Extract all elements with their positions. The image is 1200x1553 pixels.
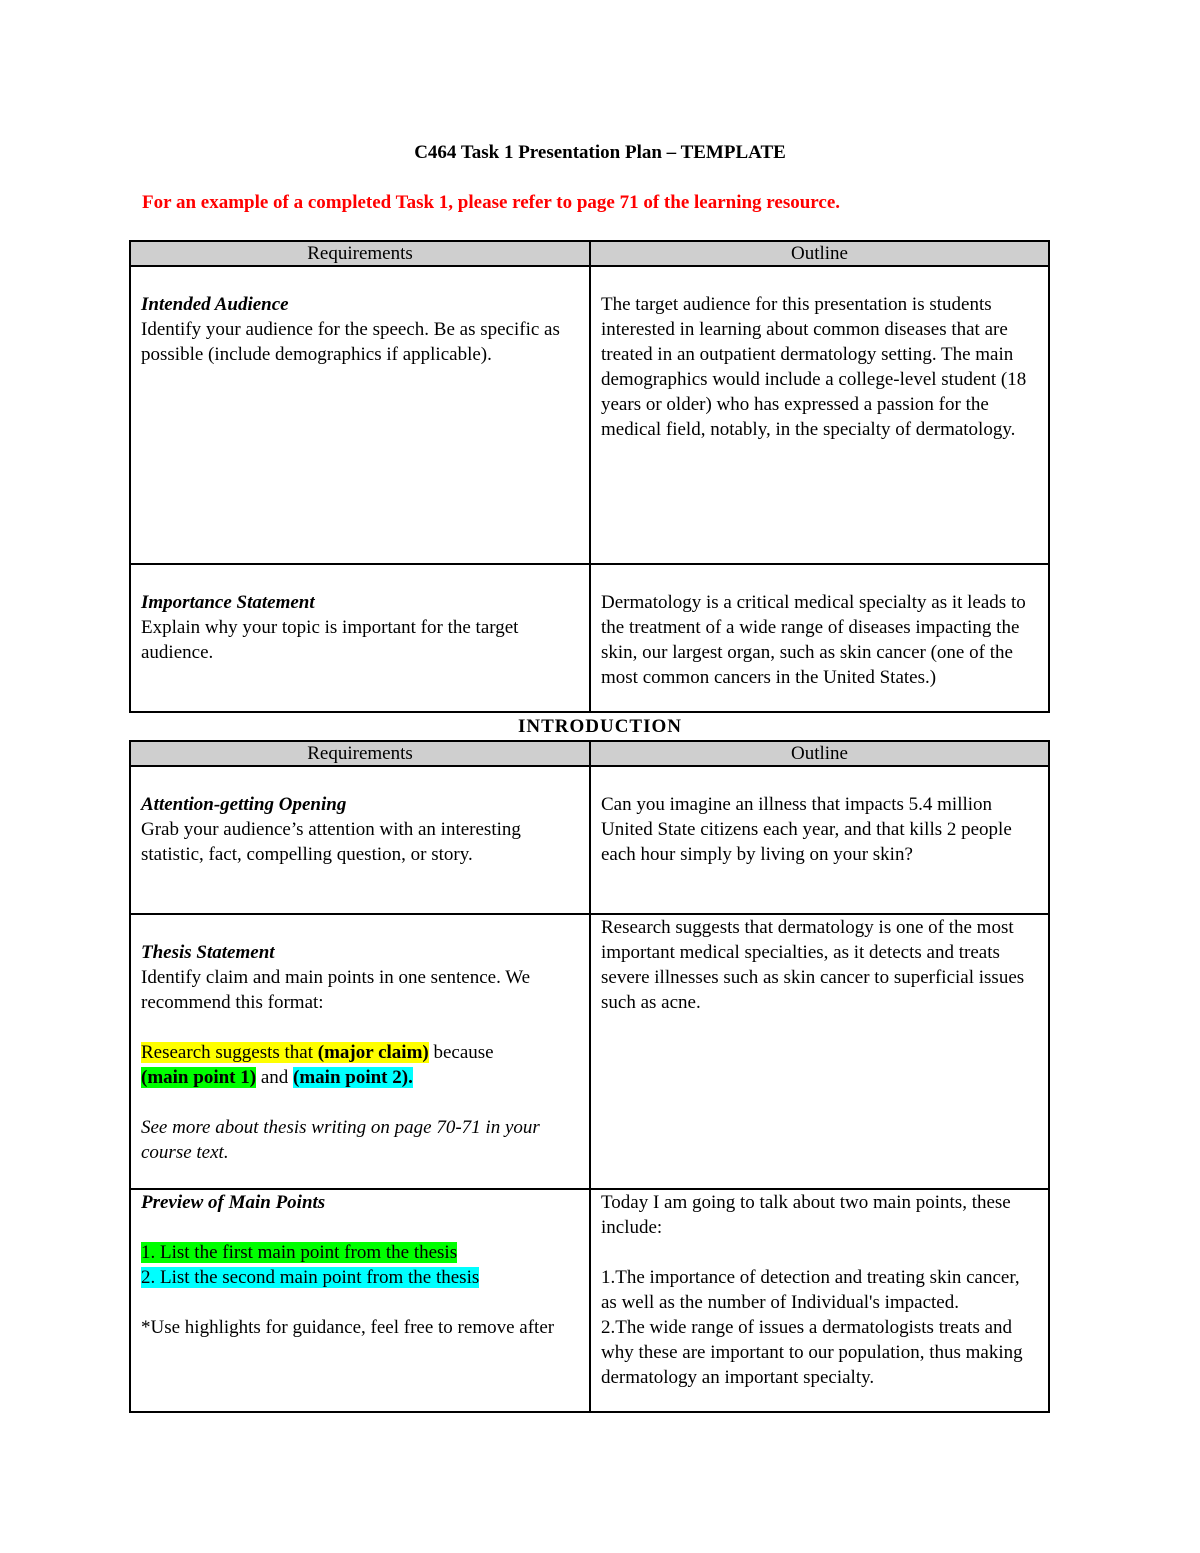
outline-text: Research suggests that dermatology is one of the most important medical specialties, as it detects and treats severe illnesses such as skin cancer to superficial issues such as acne. (601, 917, 1025, 1013)
requirement-label: Preview of Main Points (141, 1192, 326, 1213)
requirement-cell (130, 766, 590, 914)
format-major-claim: (major claim) (317, 1042, 429, 1063)
table-header-row (130, 241, 1049, 266)
page-title: C464 Task 1 Presentation Plan – TEMPLATE (414, 142, 786, 163)
outline-cell (590, 266, 1049, 564)
requirement-label: Attention-getting Opening (141, 794, 347, 815)
table-row-importance (130, 564, 1049, 712)
format-and: and (256, 1067, 294, 1088)
outline-text: The target audience for this presentation is students interested in learning about common diseases that are treated in an outpatient dermatology setting. The main demographics would include a college-level student (18 years or older) who has expressed a passion for the medical field, notably, in the specialty of dermatology. (601, 294, 1027, 440)
preview-item-2: 2. List the second main point from the thesis (141, 1267, 480, 1288)
outline-cell (590, 914, 1049, 1189)
requirement-cell (130, 914, 590, 1189)
table-row-thesis (130, 914, 1049, 1189)
outline-cell (590, 564, 1049, 712)
format-main-point-2: (main point 2). (293, 1067, 413, 1088)
table-row-attention (130, 766, 1049, 914)
requirement-instruction: Explain why your topic is important for the target audience. (141, 617, 519, 663)
requirement-instruction: Identify claim and main points in one sentence. We recommend this format: (141, 967, 531, 1013)
format-main-point-1: (main point 1) (141, 1067, 257, 1088)
see-more-note: See more about thesis writing on page 70-71 in your course text. (141, 1117, 540, 1163)
header-outline: Outline (590, 741, 1049, 766)
format-because: because (428, 1042, 494, 1063)
requirements-table-overview (129, 240, 1050, 713)
outline-point-2: 2.The wide range of issues a dermatologists treats and why these are important to our population, thus making dermatology an important specialty. (601, 1317, 1023, 1388)
example-note: For an example of a completed Task 1, please refer to page 71 of the learning resource. (142, 192, 840, 213)
header-requirements: Requirements (130, 241, 590, 266)
outline-cell (590, 766, 1049, 914)
requirement-instruction: Grab your audience’s attention with an interesting statistic, fact, compelling question, or story. (141, 819, 521, 865)
outline-intro: Today I am going to talk about two main points, these include: (601, 1192, 1011, 1238)
table-row-preview (130, 1189, 1049, 1412)
requirement-cell (130, 1189, 590, 1412)
requirement-cell (130, 266, 590, 564)
requirement-label: Thesis Statement (141, 942, 275, 963)
format-research-suggests: Research suggests that (141, 1042, 318, 1063)
outline-cell (590, 1189, 1049, 1412)
introduction-heading: INTRODUCTION (517, 716, 683, 737)
table-row-audience (130, 266, 1049, 564)
preview-note: *Use highlights for guidance, feel free to remove after (141, 1317, 555, 1338)
requirement-instruction: Identify your audience for the speech. Be as specific as possible (include demographics if applicable). (141, 319, 560, 365)
outline-text: Dermatology is a critical medical specialty as it leads to the treatment of a wide range of diseases impacting the skin, our largest organ, such as skin cancer (one of the most common cancers in the United States.) (601, 592, 1026, 688)
table-header-row (130, 741, 1049, 766)
outline-point-1: 1.The importance of detection and treating skin cancer, as well as the number of Individual's impacted. (601, 1267, 1020, 1313)
requirement-cell (130, 564, 590, 712)
preview-item-1: 1. List the first main point from the thesis (141, 1242, 458, 1263)
requirement-label: Importance Statement (141, 592, 315, 613)
thesis-format (141, 1040, 579, 1090)
requirements-table-introduction (129, 740, 1050, 1413)
header-outline: Outline (590, 241, 1049, 266)
requirement-label: Intended Audience (141, 294, 289, 315)
outline-text: Can you imagine an illness that impacts 5.4 million United State citizens each year, and that kills 2 people each hour simply by living on your skin? (601, 794, 1012, 865)
header-requirements: Requirements (130, 741, 590, 766)
